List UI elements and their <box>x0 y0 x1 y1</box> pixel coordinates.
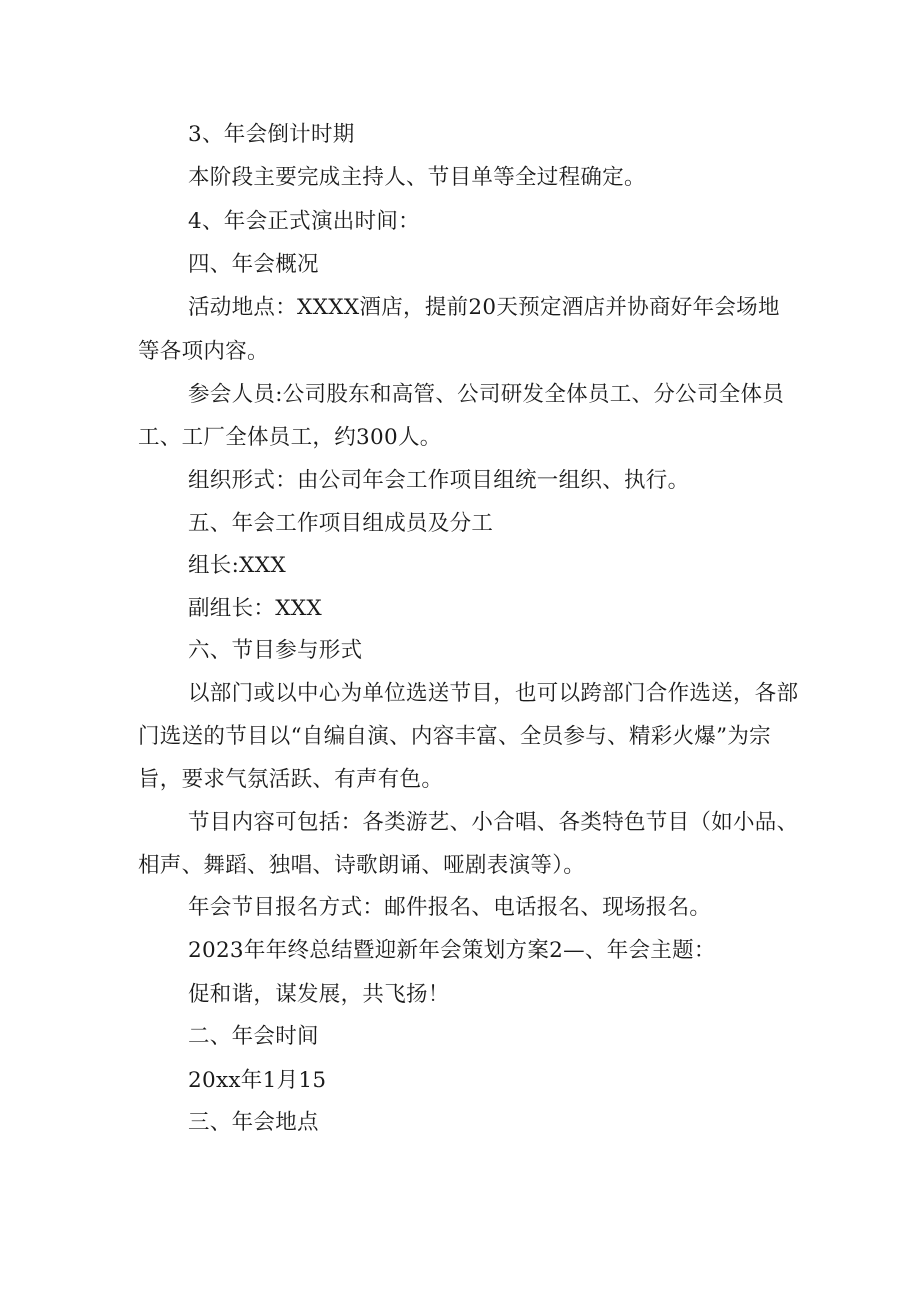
heading-countdown-period: 3、年会倒计时期 <box>188 122 355 147</box>
paragraph-team-leader: 组长:XXX <box>188 553 286 578</box>
heading-event-time: 二、年会时间 <box>188 1024 319 1049</box>
heading-program-participation: 六、节目参与形式 <box>188 638 363 663</box>
paragraph-registration: 年会节目报名方式：邮件报名、电话报名、现场报名。 <box>188 895 712 920</box>
paragraph-organization: 组织形式：由公司年会工作项目组统一组织、执行。 <box>188 468 690 493</box>
paragraph-theme-slogan: 促和谐，谋发展，共飞扬！ <box>188 982 450 1007</box>
paragraph-participation-line2: 门选送的节目以“自编自演、内容丰富、全员参与、精彩火爆”为宗 <box>138 724 771 749</box>
paragraph-program-content-line2: 相声、舞蹈、独唱、诗歌朗诵、哑剧表演等）。 <box>138 853 586 878</box>
paragraph-deputy-leader: 副组长：XXX <box>188 596 323 621</box>
heading-performance-time: 4、年会正式演出时间： <box>188 209 420 234</box>
paragraph-countdown-desc: 本阶段主要完成主持人、节目单等全过程确定。 <box>188 165 646 190</box>
paragraph-participation-line1: 以部门或以中心为单位选送节目，也可以跨部门合作选送，各部 <box>188 681 799 706</box>
heading-team-members: 五、年会工作项目组成员及分工 <box>188 511 494 536</box>
paragraph-venue-line1: 活动地点：XXXX酒店，提前20天预定酒店并协商好年会场地 <box>188 295 780 320</box>
paragraph-attendees-line1: 参会人员:公司股东和高管、公司研发全体员工、分公司全体员 <box>188 382 785 407</box>
paragraph-attendees-line2: 工、工厂全体员工，约300人。 <box>138 425 442 450</box>
heading-overview: 四、年会概况 <box>188 252 319 277</box>
paragraph-venue-line2: 等各项内容。 <box>138 339 269 364</box>
paragraph-participation-line3: 旨，要求气氛活跃、有声有色。 <box>138 767 444 792</box>
paragraph-program-content-line1: 节目内容可包括：各类游艺、小合唱、各类特色节目（如小品、 <box>188 810 799 835</box>
heading-plan-2-theme: 2023年年终总结暨迎新年会策划方案2—、年会主题： <box>188 938 716 963</box>
paragraph-event-date: 20xx年1月15 <box>188 1068 327 1093</box>
heading-event-location: 三、年会地点 <box>188 1110 319 1135</box>
